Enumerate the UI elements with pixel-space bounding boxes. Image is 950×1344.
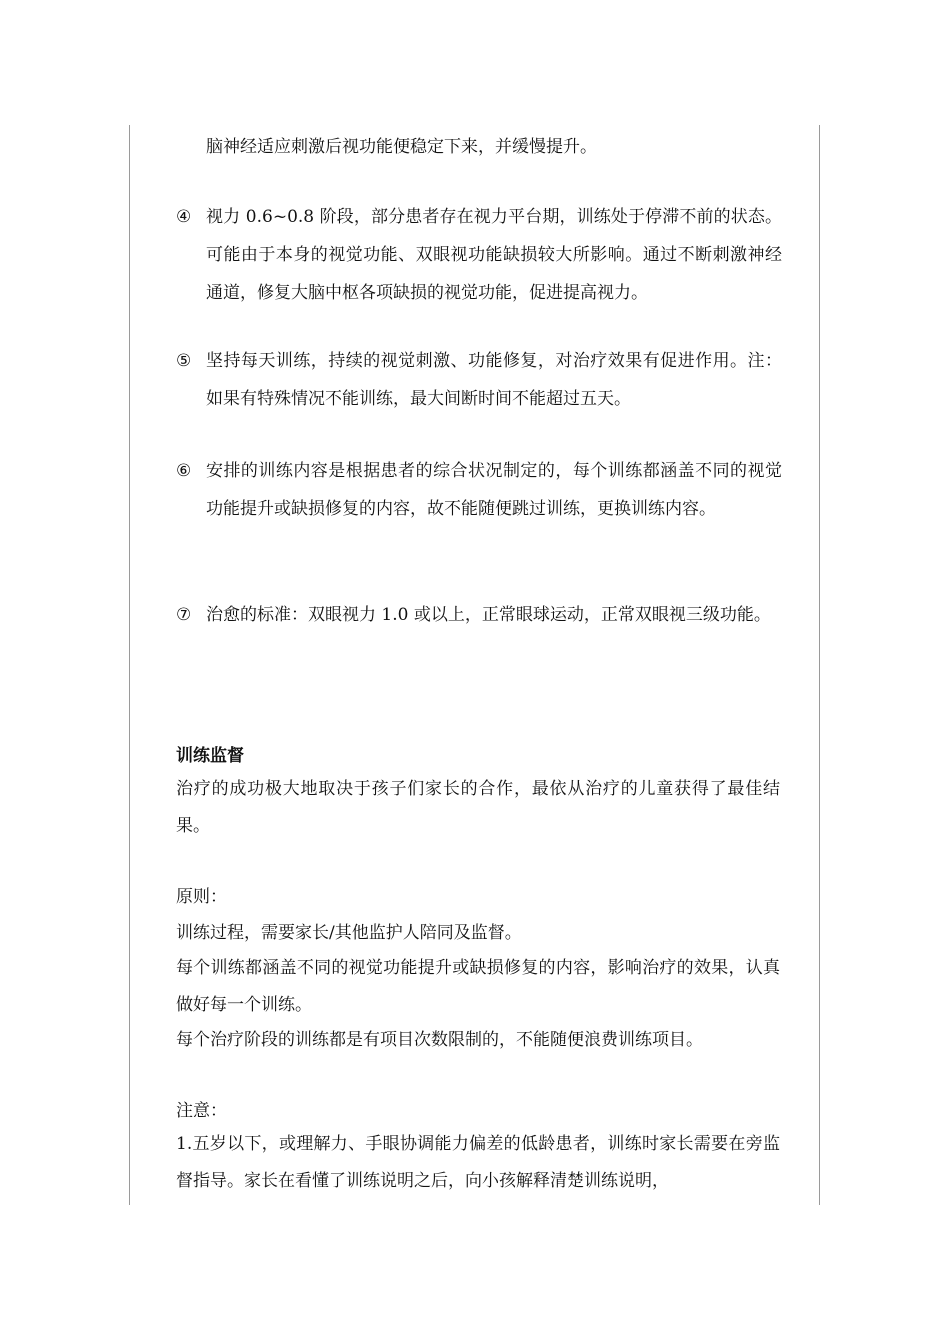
item-number: ⑦	[176, 605, 192, 625]
list-item	[176, 452, 782, 528]
item-number: ⑤	[176, 351, 192, 371]
item-text: 安排的训练内容是根据患者的综合状况制定的，每个训练都涵盖不同的视觉功能提升或缺损修复的内容，故不能随便跳过训练，更换训练内容。	[206, 461, 782, 519]
continuation-text: 脑神经适应刺激后视功能便稳定下来，并缓慢提升。	[206, 137, 597, 157]
section-heading: 训练监督	[176, 746, 244, 766]
principle-line: 每个治疗阶段的训练都是有项目次数限制的，不能随便浪费训练项目。	[176, 1030, 703, 1050]
list-item	[176, 342, 782, 418]
list-item	[176, 198, 782, 312]
notes-label: 注意：	[176, 1101, 227, 1121]
list-item	[176, 596, 782, 634]
item-text: 坚持每天训练，持续的视觉刺激、功能修复，对治疗效果有促进作用。注：如果有特殊情况不能训练，最大间断时间不能超过五天。	[206, 351, 782, 409]
principles-label: 原则：	[176, 887, 227, 907]
item-text: 视力 0.6~0.8 阶段，部分患者存在视力平台期，训练处于停滞不前的状态。可能由于本身的视觉功能、双眼视功能缺损较大所影响。通过不断刺激神经通道，修复大脑中枢各项缺损的视觉功能，促进提高视力。	[206, 207, 782, 303]
item-text: 治愈的标准：双眼视力 1.0 或以上，正常眼球运动，正常双眼视三级功能。	[206, 605, 771, 625]
left-margin-rule	[129, 125, 130, 1205]
item-number: ④	[176, 207, 192, 227]
principle-line: 每个训练都涵盖不同的视觉功能提升或缺损修复的内容，影响治疗的效果，认真做好每一个训练。	[176, 958, 780, 1015]
right-margin-rule	[819, 125, 820, 1205]
principle-line: 训练过程，需要家长/其他监护人陪同及监督。	[176, 923, 522, 943]
note-line: 1.五岁以下，或理解力、手眼协调能力偏差的低龄患者，训练时家长需要在旁监督指导。家长在看懂了训练说明之后，向小孩解释清楚训练说明，	[176, 1134, 780, 1191]
intro-paragraph: 治疗的成功极大地取决于孩子们家长的合作，最依从治疗的儿童获得了最佳结果。	[176, 779, 780, 836]
item-number: ⑥	[176, 461, 192, 481]
